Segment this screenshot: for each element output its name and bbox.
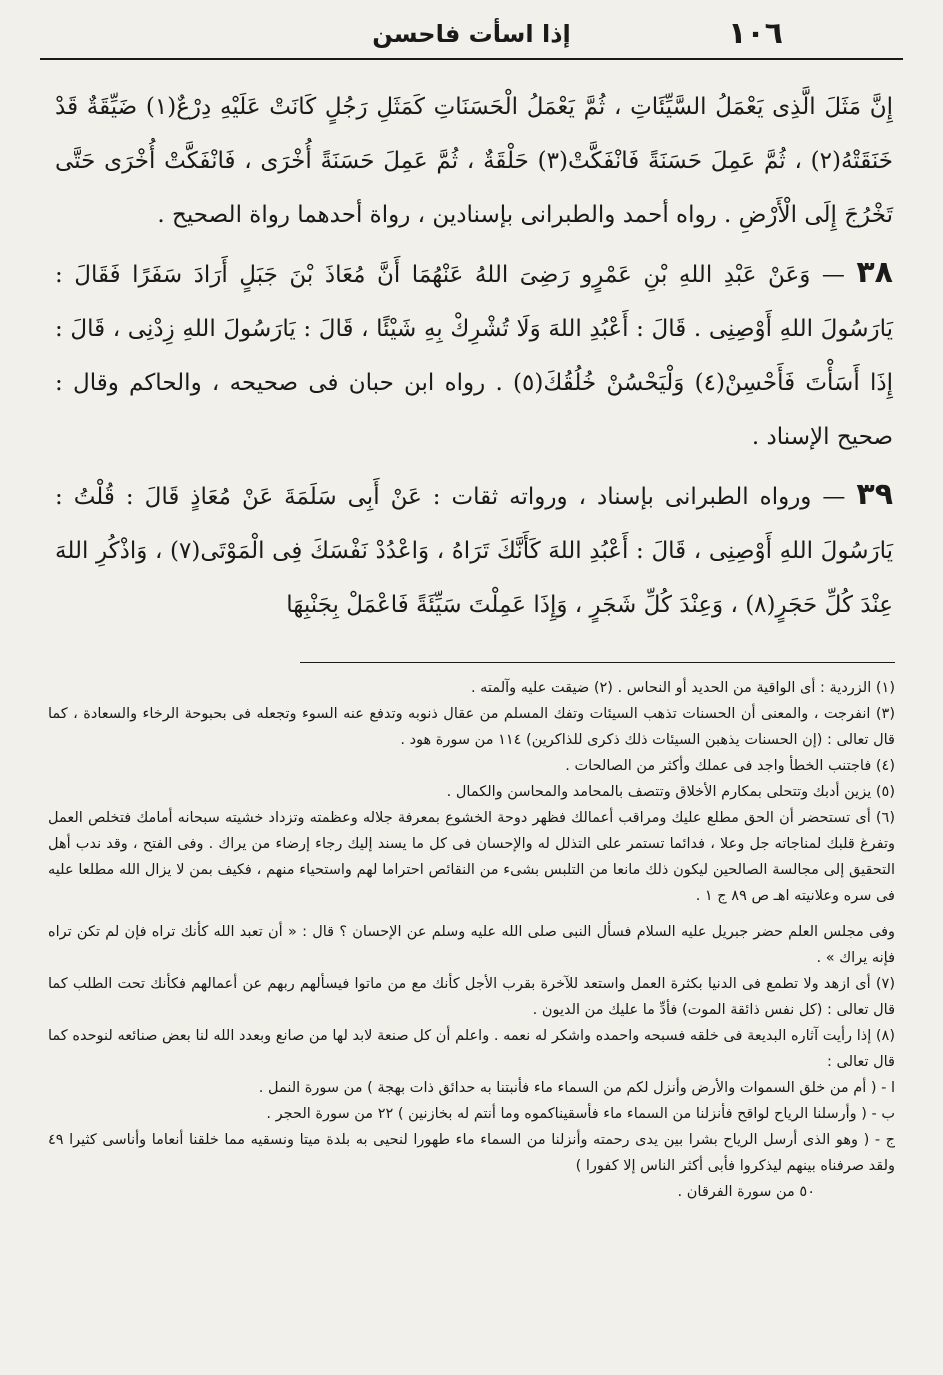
footnote-4: (٤) فاجتنب الخطأ واجد فى عملك وأكثر من الصالحات .: [565, 758, 895, 774]
footnote-1-2: (١) الزردية : أى الواقية من الحديد أو النحاس . (٢) ضيقت عليه وآلمته .: [470, 680, 895, 696]
footnote-divider: [300, 662, 895, 663]
main-text: [55, 80, 893, 632]
footnote-8-a: ا - ( أم من خلق السموات والأرض وأنزل لكم من السماء ماء فأنبتنا به حدائق ذات بهجة ) من سورة النمل .: [258, 1080, 895, 1096]
footnotes: [48, 675, 895, 1205]
hadith-38: [55, 246, 893, 464]
page-number: ١٠٦: [728, 16, 783, 51]
footnote-7: (٧) أى ازهد ولا تطمع فى الدنيا بكثرة العمل واستعد للآخرة بقرب الأجل كأنك مع من ماتوا فيسألهم ربهم عن أعمالهم فكأنك تحت الطلب كما قال تعالى : (كل نفس ذائقة الموت) فأدِّ ما عليك من الديون .: [48, 976, 895, 1018]
hadith-number-38: ٣٨: [856, 255, 893, 290]
hadith-number-39: ٣٩: [856, 477, 894, 512]
footnote-8-d: ٥٠ من سورة الفرقان .: [677, 1184, 815, 1200]
hadith-39: [55, 468, 893, 632]
hadith-39-text: — ورواه الطبرانى بإسناد ، ورواته ثقات : عَنْ أَبِى سَلَمَةَ عَنْ مُعَاذٍ قَالَ : قُلْتُ : يَارَسُولَ اللهِ أَوْصِنِى ، قَالَ : أَعْبُدِ اللهَ كَأَنَّكَ تَرَاهُ ، وَاعْدُدْ نَفْسَكَ فِى الْمَوْتَى(٧) ، وَاذْكُرِ اللهَ عِنْدَ كُلِّ حَجَرٍ(٨) ، وَعِنْدَ كُلِّ شَجَرٍ ، وَإِذَا عَمِلْتَ سَيِّئَةً فَاعْمَلْ بِجَنْبِهَا: [55, 484, 893, 618]
footnote-8-c: ج - ( وهو الذى أرسل الرياح بشرا بين يدى رحمته وأنزلنا من السماء ماء طهورا لنحيى به بلدة ميتا ونسقيه مما خلقنا أنعاما وأناسى كثيرا ٤٩ ولقد صرفناه بينهم ليذكروا فأبى أكثر الناس إلا كفورا ): [48, 1132, 895, 1174]
running-title: إذا اسأت فاحسن: [372, 20, 571, 48]
footnote-6-continued: وفى مجلس العلم حضر جبريل عليه السلام فسأل النبى صلى الله عليه وسلم عن الإحسان ؟ قال : « أن تعبد الله كأنك تراه فإن لم تكن تراه فإنه يراك » .: [48, 924, 895, 966]
footnote-5: (٥) يزين أدبك وتتحلى بمكارم الأخلاق وتتصف بالمحامد والمحاسن والكمال .: [446, 784, 895, 800]
footnote-8: (٨) إذا رأيت آثاره البديعة فى خلقه فسبحه واحمده واشكر له نعمه . واعلم أن كل صنعة لابد لها من صانع وبعدد الله لنا بعض صنائعه لنوحده كما قال تعالى :: [48, 1028, 895, 1070]
footnote-8-b: ب - ( وأرسلنا الرياح لواقح فأنزلنا من السماء ماء فأسقيناكموه وما أنتم له بخازنين ) ٢٢ من سورة الحجر .: [266, 1106, 895, 1122]
footnote-3: (٣) انفرجت ، والمعنى أن الحسنات تذهب السيئات وتفك المسلم من عقال ذنوبه وتدفع عنه السوء وتجعله فى بحبوحة الرخاء والسعادة ، كما قال تعالى : (إن الحسنات يذهبن السيئات ذلك ذكرى للذاكرين) ١١٤ من سورة هود .: [48, 706, 895, 748]
hadith-continuation: إِنَّ مَثَلَ الَّذِى يَعْمَلُ السَّيِّئَاتِ ، ثُمَّ يَعْمَلُ الْحَسَنَاتِ كَمَثَلِ رَجُلٍ كَانَتْ عَلَيْهِ دِرْعٌ(١) ضَيِّقَةٌ قَدْ خَنَقَتْهُ(٢) ، ثُمَّ عَمِلَ حَسَنَةً فَانْفَكَّتْ(٣) حَلْقَةٌ ، ثُمَّ عَمِلَ حَسَنَةً أُخْرَى ، فَانْفَكَّتْ أُخْرَى حَتَّى تَخْرُجَ إِلَى الْأَرْضِ . رواه أحمد والطبرانى بإسنادين ، رواة أحدهما رواة الصحيح .: [55, 94, 894, 228]
hadith-38-text: — وَعَنْ عَبْدِ اللهِ بْنِ عَمْرٍو رَضِىَ اللهُ عَنْهُمَا أَنَّ مُعَاذَ بْنَ جَبَلٍ أَرَادَ سَفَرًا فَقَالَ : يَارَسُولَ اللهِ أَوْصِنِى . قَالَ : أَعْبُدِ اللهَ وَلَا تُشْرِكْ بِهِ شَيْئًا ، قَالَ : يَارَسُولَ اللهِ زِدْنِى ، قَالَ : إِذَا أَسَأْتَ فَأَحْسِنْ(٤) وَلْيَحْسُنْ خُلُقُكَ(٥) . رواه ابن حبان فى صحيحه ، والحاكم وقال : صحيح الإسناد .: [55, 262, 893, 450]
footnote-6: (٦) أى تستحضر أن الحق مطلع عليك ومراقب أعمالك فظهر دوحة الخشوع بمعرفة جلاله وعظمته وتزداد خشيته سبحانه أمامك فتخلص العمل وتفرغ قلبك لمناجاته جل وعلا ، فدائما تستمر على التذلل له والإحسان فى كل ما يسند إليك رجاء إرضاء من يراك . وفى الفتح ، وقد ندب أهل التحقيق إلى مجالسة الصالحين ليكون ذلك مانعا من التلبس بشىء من النقائص احتراما لهم واستحياء منهم ، فكيف بمن لا يزال الله مطلعا عليه فى سره وعلانيته اهـ ص ٨٩ ج ١ .: [48, 810, 895, 904]
page-header: [40, 10, 903, 60]
